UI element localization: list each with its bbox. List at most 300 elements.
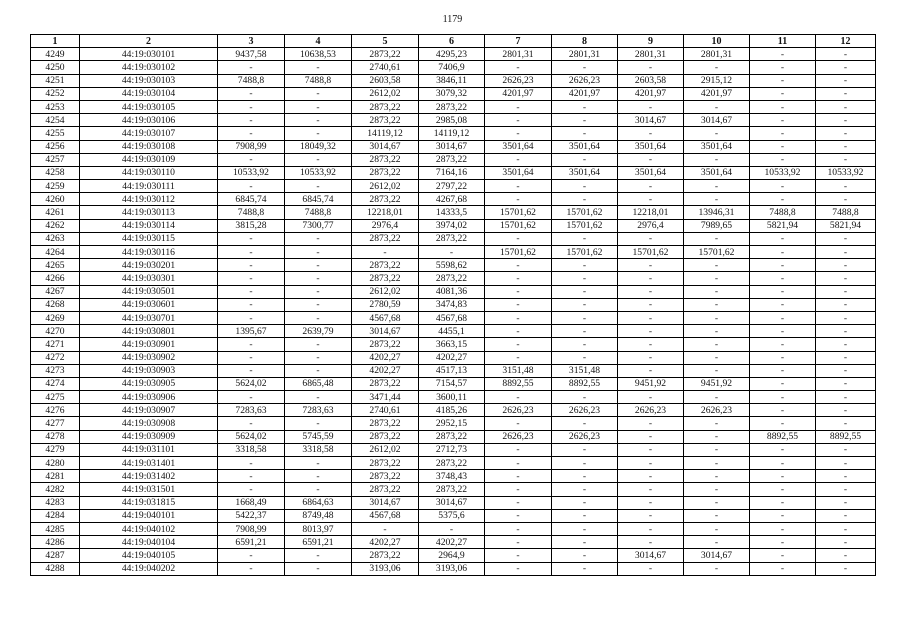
value-cell: - — [750, 298, 816, 311]
value-cell: - — [816, 470, 876, 483]
value-cell: - — [750, 74, 816, 87]
value-cell: - — [218, 246, 285, 259]
value-cell: - — [218, 114, 285, 127]
value-cell: - — [552, 391, 618, 404]
value-cell: - — [684, 285, 750, 298]
value-cell: - — [552, 549, 618, 562]
value-cell: - — [750, 61, 816, 74]
value-cell: - — [552, 483, 618, 496]
row-number-cell: 4258 — [31, 166, 80, 179]
row-number-cell: 4274 — [31, 377, 80, 390]
value-cell: - — [750, 536, 816, 549]
cadastral-number-cell: 44:19:040104 — [80, 536, 218, 549]
value-cell: 3318,58 — [218, 443, 285, 456]
value-cell: - — [285, 562, 352, 575]
value-cell: - — [218, 311, 285, 324]
value-cell: - — [218, 259, 285, 272]
value-cell: 3600,11 — [419, 391, 485, 404]
value-cell: 3014,67 — [419, 496, 485, 509]
value-cell: 4202,27 — [352, 364, 419, 377]
value-cell: - — [618, 61, 684, 74]
value-cell: 3318,58 — [285, 443, 352, 456]
value-cell: - — [218, 417, 285, 430]
value-cell: 8892,55 — [552, 377, 618, 390]
value-cell: - — [750, 48, 816, 61]
value-cell: - — [218, 127, 285, 140]
cadastral-number-cell: 44:19:030113 — [80, 206, 218, 219]
value-cell: - — [352, 246, 419, 259]
table-row — [31, 509, 876, 522]
value-cell: - — [816, 232, 876, 245]
value-cell: - — [750, 246, 816, 259]
value-cell: 2612,02 — [352, 443, 419, 456]
value-cell: - — [485, 351, 552, 364]
value-cell: - — [816, 338, 876, 351]
row-number-cell: 4286 — [31, 536, 80, 549]
value-cell: - — [750, 483, 816, 496]
value-cell: 3815,28 — [218, 219, 285, 232]
value-cell: - — [218, 153, 285, 166]
value-cell: 2873,22 — [352, 153, 419, 166]
cadastral-number-cell: 44:19:040105 — [80, 549, 218, 562]
value-cell: 4517,13 — [419, 364, 485, 377]
value-cell: - — [485, 391, 552, 404]
value-cell: - — [684, 272, 750, 285]
value-cell: 2873,22 — [352, 114, 419, 127]
value-cell: - — [552, 285, 618, 298]
value-cell: 2873,22 — [352, 483, 419, 496]
value-cell: - — [684, 180, 750, 193]
value-cell: - — [552, 470, 618, 483]
cadastral-number-cell: 44:19:030101 — [80, 48, 218, 61]
value-cell: - — [816, 483, 876, 496]
value-cell: 10638,53 — [285, 48, 352, 61]
value-cell: - — [285, 470, 352, 483]
value-cell: - — [816, 404, 876, 417]
cadastral-number-cell: 44:19:040102 — [80, 522, 218, 535]
value-cell: - — [218, 87, 285, 100]
value-cell: - — [816, 298, 876, 311]
table-row — [31, 272, 876, 285]
value-cell: - — [218, 483, 285, 496]
value-cell: - — [750, 417, 816, 430]
value-cell: - — [552, 114, 618, 127]
value-cell: 2873,22 — [352, 549, 419, 562]
cadastral-number-cell: 44:19:040101 — [80, 509, 218, 522]
value-cell: 15701,62 — [552, 206, 618, 219]
value-cell: - — [552, 496, 618, 509]
row-number-cell: 4277 — [31, 417, 80, 430]
value-cell: - — [285, 417, 352, 430]
value-cell: - — [552, 100, 618, 113]
value-cell: - — [684, 100, 750, 113]
value-cell: 2873,22 — [419, 232, 485, 245]
cadastral-number-cell: 44:19:031815 — [80, 496, 218, 509]
value-cell: 2626,23 — [618, 404, 684, 417]
value-cell: - — [684, 351, 750, 364]
value-cell: - — [618, 536, 684, 549]
table-row — [31, 140, 876, 153]
column-header: 12 — [816, 35, 876, 48]
value-cell: 2873,22 — [352, 100, 419, 113]
value-cell: 7908,99 — [218, 140, 285, 153]
value-cell: - — [485, 496, 552, 509]
cadastral-number-cell: 44:19:031401 — [80, 457, 218, 470]
value-cell: - — [485, 259, 552, 272]
value-cell: - — [485, 298, 552, 311]
value-cell: - — [552, 298, 618, 311]
cadastral-number-cell: 44:19:030905 — [80, 377, 218, 390]
value-cell: - — [750, 509, 816, 522]
value-cell: - — [618, 483, 684, 496]
value-cell: - — [485, 232, 552, 245]
value-cell: 2964,9 — [419, 549, 485, 562]
value-cell: 1395,67 — [218, 325, 285, 338]
table-row — [31, 298, 876, 311]
value-cell: - — [750, 457, 816, 470]
value-cell: - — [816, 509, 876, 522]
value-cell: 4185,26 — [419, 404, 485, 417]
value-cell: - — [552, 509, 618, 522]
value-cell: 4567,68 — [352, 311, 419, 324]
value-cell: 5375,6 — [419, 509, 485, 522]
value-cell: 2801,31 — [684, 48, 750, 61]
value-cell: - — [684, 298, 750, 311]
value-cell: - — [485, 549, 552, 562]
value-cell: 3474,83 — [419, 298, 485, 311]
value-cell: - — [816, 549, 876, 562]
value-cell: - — [419, 246, 485, 259]
value-cell: - — [485, 180, 552, 193]
value-cell: - — [816, 325, 876, 338]
value-cell: - — [816, 391, 876, 404]
table-row — [31, 100, 876, 113]
value-cell: 3014,67 — [352, 496, 419, 509]
value-cell: - — [816, 153, 876, 166]
value-cell: - — [684, 430, 750, 443]
value-cell: 2626,23 — [552, 430, 618, 443]
value-cell: - — [816, 417, 876, 430]
value-cell: 4295,23 — [419, 48, 485, 61]
value-cell: 3014,67 — [352, 140, 419, 153]
value-cell: - — [618, 509, 684, 522]
value-cell: 2873,22 — [352, 259, 419, 272]
value-cell: 4081,36 — [419, 285, 485, 298]
value-cell: 3501,64 — [552, 166, 618, 179]
value-cell: 4202,27 — [352, 351, 419, 364]
value-cell: 2873,22 — [419, 100, 485, 113]
table-row — [31, 219, 876, 232]
value-cell: 3846,11 — [419, 74, 485, 87]
value-cell: - — [750, 377, 816, 390]
header-row — [31, 35, 876, 48]
value-cell: 4455,1 — [419, 325, 485, 338]
value-cell: 2626,23 — [485, 430, 552, 443]
table-row — [31, 457, 876, 470]
value-cell: - — [485, 536, 552, 549]
value-cell: - — [618, 338, 684, 351]
value-cell: 2603,58 — [618, 74, 684, 87]
value-cell: - — [285, 338, 352, 351]
value-cell: 7283,63 — [218, 404, 285, 417]
value-cell: 13946,31 — [684, 206, 750, 219]
value-cell: 3014,67 — [618, 114, 684, 127]
cadastral-number-cell: 44:19:030112 — [80, 193, 218, 206]
value-cell: 2873,22 — [352, 193, 419, 206]
value-cell: 9451,92 — [684, 377, 750, 390]
value-cell: 2873,22 — [352, 430, 419, 443]
table-row — [31, 443, 876, 456]
value-cell: 10533,92 — [285, 166, 352, 179]
value-cell: - — [485, 193, 552, 206]
cadastral-number-cell: 44:19:030901 — [80, 338, 218, 351]
table-row — [31, 127, 876, 140]
value-cell: 2915,12 — [684, 74, 750, 87]
value-cell: - — [552, 562, 618, 575]
value-cell: 2873,22 — [352, 417, 419, 430]
value-cell: 4201,97 — [485, 87, 552, 100]
table-row — [31, 391, 876, 404]
value-cell: 2626,23 — [485, 404, 552, 417]
value-cell: 4201,97 — [618, 87, 684, 100]
value-cell: 10533,92 — [750, 166, 816, 179]
table-row — [31, 496, 876, 509]
value-cell: - — [218, 364, 285, 377]
value-cell: - — [218, 272, 285, 285]
row-number-cell: 4282 — [31, 483, 80, 496]
value-cell: - — [618, 298, 684, 311]
row-number-cell: 4280 — [31, 457, 80, 470]
table-row — [31, 61, 876, 74]
value-cell: - — [352, 522, 419, 535]
column-header: 2 — [80, 35, 218, 48]
cadastral-number-cell: 44:19:030902 — [80, 351, 218, 364]
value-cell: 15701,62 — [684, 246, 750, 259]
table-row — [31, 536, 876, 549]
value-cell: - — [750, 114, 816, 127]
value-cell: - — [684, 364, 750, 377]
value-cell: 2801,31 — [618, 48, 684, 61]
value-cell: - — [816, 87, 876, 100]
value-cell: - — [285, 153, 352, 166]
table-row — [31, 180, 876, 193]
value-cell: 15701,62 — [485, 206, 552, 219]
value-cell: - — [285, 351, 352, 364]
value-cell: 4567,68 — [352, 509, 419, 522]
cadastral-number-cell: 44:19:030104 — [80, 87, 218, 100]
cadastral-number-cell: 44:19:030105 — [80, 100, 218, 113]
cadastral-number-cell: 44:19:030907 — [80, 404, 218, 417]
value-cell: - — [618, 259, 684, 272]
value-cell: - — [618, 522, 684, 535]
value-cell: 7488,8 — [816, 206, 876, 219]
value-cell: - — [285, 285, 352, 298]
row-number-cell: 4250 — [31, 61, 80, 74]
value-cell: 2639,79 — [285, 325, 352, 338]
value-cell: - — [684, 509, 750, 522]
value-cell: 3151,48 — [485, 364, 552, 377]
cadastral-number-cell: 44:19:030114 — [80, 219, 218, 232]
value-cell: 3501,64 — [485, 166, 552, 179]
value-cell: - — [485, 272, 552, 285]
value-cell: - — [419, 522, 485, 535]
value-cell: 2740,61 — [352, 404, 419, 417]
value-cell: - — [618, 562, 684, 575]
row-number-cell: 4288 — [31, 562, 80, 575]
value-cell: 4202,27 — [419, 536, 485, 549]
value-cell: - — [618, 351, 684, 364]
value-cell: - — [750, 259, 816, 272]
value-cell: 6864,63 — [285, 496, 352, 509]
value-cell: - — [750, 351, 816, 364]
value-cell: - — [618, 193, 684, 206]
table-row — [31, 364, 876, 377]
value-cell: - — [285, 87, 352, 100]
value-cell: - — [750, 311, 816, 324]
value-cell: 7488,8 — [285, 74, 352, 87]
value-cell: - — [618, 311, 684, 324]
table-row — [31, 206, 876, 219]
value-cell: 2873,22 — [419, 430, 485, 443]
value-cell: - — [218, 351, 285, 364]
cadastral-number-cell: 44:19:030108 — [80, 140, 218, 153]
cadastral-number-cell: 44:19:030110 — [80, 166, 218, 179]
cadastral-number-cell: 44:19:031501 — [80, 483, 218, 496]
value-cell: - — [618, 272, 684, 285]
value-cell: 3974,02 — [419, 219, 485, 232]
value-cell: 2976,4 — [618, 219, 684, 232]
column-header: 3 — [218, 35, 285, 48]
row-number-cell: 4283 — [31, 496, 80, 509]
value-cell: 6865,48 — [285, 377, 352, 390]
data-table — [30, 34, 876, 576]
value-cell: - — [285, 391, 352, 404]
cadastral-number-cell: 44:19:030501 — [80, 285, 218, 298]
table-row — [31, 470, 876, 483]
value-cell: - — [485, 338, 552, 351]
table-row — [31, 417, 876, 430]
value-cell: - — [684, 338, 750, 351]
row-number-cell: 4275 — [31, 391, 80, 404]
value-cell: 7406,9 — [419, 61, 485, 74]
cadastral-number-cell: 44:19:030801 — [80, 325, 218, 338]
value-cell: - — [750, 272, 816, 285]
value-cell: 5745,59 — [285, 430, 352, 443]
value-cell: - — [552, 351, 618, 364]
value-cell: - — [218, 298, 285, 311]
value-cell: - — [618, 364, 684, 377]
value-cell: 3501,64 — [552, 140, 618, 153]
table-row — [31, 285, 876, 298]
value-cell: 3501,64 — [618, 140, 684, 153]
value-cell: - — [816, 114, 876, 127]
table-row — [31, 259, 876, 272]
value-cell: - — [552, 311, 618, 324]
value-cell: - — [618, 285, 684, 298]
value-cell: - — [618, 127, 684, 140]
row-number-cell: 4273 — [31, 364, 80, 377]
value-cell: - — [750, 127, 816, 140]
value-cell: - — [750, 87, 816, 100]
value-cell: - — [618, 100, 684, 113]
value-cell: - — [618, 430, 684, 443]
value-cell: - — [750, 496, 816, 509]
value-cell: - — [816, 285, 876, 298]
value-cell: - — [552, 457, 618, 470]
row-number-cell: 4257 — [31, 153, 80, 166]
value-cell: 8892,55 — [750, 430, 816, 443]
value-cell: - — [750, 562, 816, 575]
value-cell: 3014,67 — [684, 549, 750, 562]
column-header: 11 — [750, 35, 816, 48]
value-cell: - — [218, 457, 285, 470]
value-cell: - — [485, 562, 552, 575]
value-cell: - — [750, 404, 816, 417]
cadastral-number-cell: 44:19:030115 — [80, 232, 218, 245]
value-cell: - — [816, 61, 876, 74]
value-cell: - — [750, 285, 816, 298]
value-cell: 7908,99 — [218, 522, 285, 535]
value-cell: 3079,32 — [419, 87, 485, 100]
value-cell: - — [485, 470, 552, 483]
value-cell: 5821,94 — [816, 219, 876, 232]
value-cell: - — [485, 61, 552, 74]
value-cell: 2801,31 — [552, 48, 618, 61]
value-cell: 2612,02 — [352, 87, 419, 100]
value-cell: - — [218, 232, 285, 245]
value-cell: - — [618, 180, 684, 193]
column-header: 7 — [485, 35, 552, 48]
value-cell: 4201,97 — [552, 87, 618, 100]
table-row — [31, 522, 876, 535]
table-row — [31, 325, 876, 338]
value-cell: - — [816, 74, 876, 87]
value-cell: - — [816, 562, 876, 575]
value-cell: 3501,64 — [485, 140, 552, 153]
value-cell: 5598,62 — [419, 259, 485, 272]
value-cell: - — [552, 180, 618, 193]
cadastral-number-cell: 44:19:040202 — [80, 562, 218, 575]
value-cell: - — [285, 272, 352, 285]
table-row — [31, 404, 876, 417]
value-cell: - — [218, 180, 285, 193]
value-cell: 2797,22 — [419, 180, 485, 193]
table-row — [31, 430, 876, 443]
value-cell: - — [684, 193, 750, 206]
value-cell: - — [218, 61, 285, 74]
cadastral-number-cell: 44:19:031402 — [80, 470, 218, 483]
value-cell: - — [816, 496, 876, 509]
value-cell: 4202,27 — [352, 536, 419, 549]
value-cell: 1668,49 — [218, 496, 285, 509]
value-cell: 7164,16 — [419, 166, 485, 179]
value-cell: - — [485, 127, 552, 140]
value-cell: - — [684, 470, 750, 483]
value-cell: - — [285, 311, 352, 324]
value-cell: 3014,67 — [684, 114, 750, 127]
value-cell: - — [684, 259, 750, 272]
row-number-cell: 4279 — [31, 443, 80, 456]
cadastral-number-cell: 44:19:030903 — [80, 364, 218, 377]
value-cell: 4567,68 — [419, 311, 485, 324]
value-cell: - — [684, 417, 750, 430]
value-cell: - — [684, 325, 750, 338]
value-cell: - — [684, 522, 750, 535]
page-number: 1179 — [442, 14, 463, 25]
value-cell: - — [750, 325, 816, 338]
row-number-cell: 4254 — [31, 114, 80, 127]
cadastral-number-cell: 44:19:030106 — [80, 114, 218, 127]
